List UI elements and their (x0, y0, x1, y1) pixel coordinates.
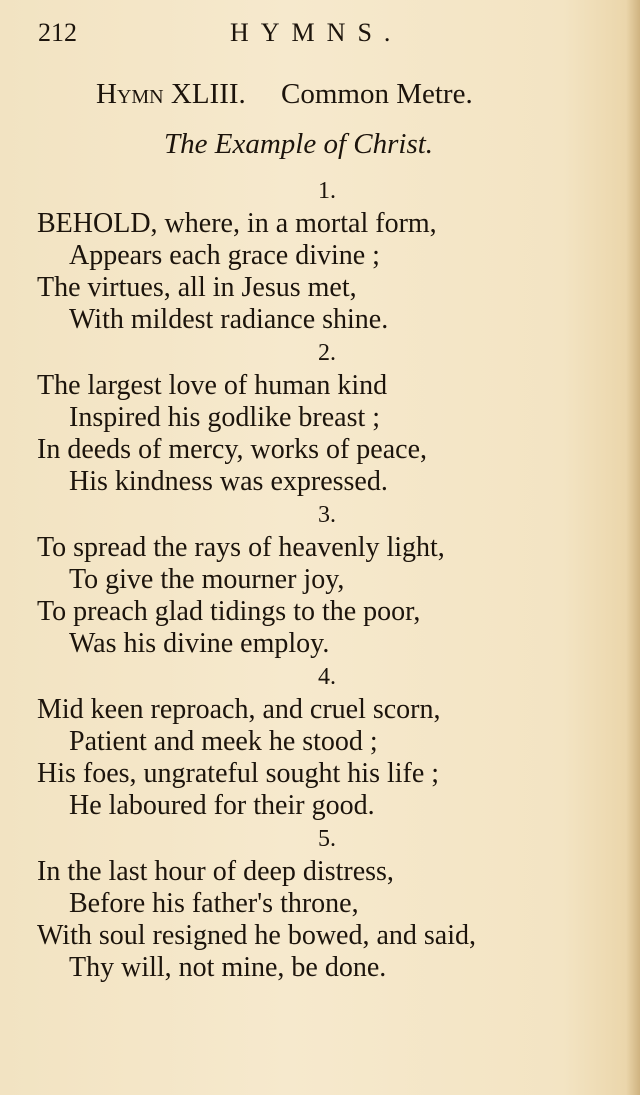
stanza (37, 822, 597, 984)
stanza (37, 336, 597, 498)
hymn-verses (37, 174, 597, 984)
stanza-number: 4. (318, 664, 336, 690)
verse-line: To preach glad tidings to the poor, (37, 596, 421, 627)
verse-line: Was his divine employ. (69, 628, 330, 659)
verse-line: He laboured for their good. (69, 790, 375, 821)
verse-line: Appears each grace divine ; (69, 240, 380, 271)
verse-line: In the last hour of deep distress, (37, 856, 394, 887)
hymn-subtitle: The Example of Christ. (164, 128, 434, 160)
verse-line: To give the mourner joy, (69, 564, 345, 595)
verse-line: Inspired his godlike breast ; (69, 402, 381, 433)
verse-line: In deeds of mercy, works of peace, (37, 434, 428, 465)
verse-line: Mid keen reproach, and cruel scorn, (37, 694, 441, 725)
stanza (37, 660, 597, 822)
verse-line: With mildest radiance shine. (69, 304, 389, 335)
verse-line: BEHOLD, where, in a mortal form, (37, 208, 437, 239)
verse-line: Thy will, not mine, be done. (69, 952, 387, 983)
running-head: HYMNS. (230, 18, 403, 47)
stanza (37, 174, 597, 336)
verse-line: Patient and meek he stood ; (69, 726, 378, 757)
stanza (37, 498, 597, 660)
verse-line: With soul resigned he bowed, and said, (37, 920, 477, 951)
page-edge-shadow (626, 0, 640, 1095)
verse-line: His foes, ungrateful sought his life ; (37, 758, 440, 789)
stanza-number: 1. (318, 178, 336, 204)
hymn-label: Hymn (96, 78, 164, 110)
page-number: 212 (38, 18, 77, 47)
stanza-number: 2. (318, 340, 336, 366)
stanza-number: 5. (318, 826, 336, 852)
hymn-metre: Common Metre. (281, 78, 473, 110)
verse-line: His kindness was expressed. (69, 466, 388, 497)
hymn-heading (96, 78, 473, 111)
page-header (38, 14, 598, 54)
verse-line: Before his father's throne, (69, 888, 359, 919)
verse-line: The virtues, all in Jesus met, (37, 272, 357, 303)
hymn-number: XLIII. (170, 78, 246, 110)
verse-line: The largest love of human kind (37, 370, 388, 401)
stanza-number: 3. (318, 502, 336, 528)
verse-line: To spread the rays of heavenly light, (37, 532, 445, 563)
